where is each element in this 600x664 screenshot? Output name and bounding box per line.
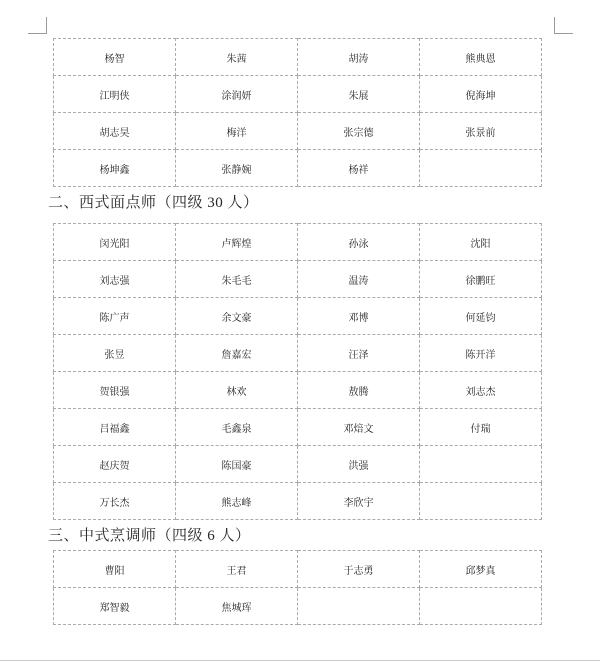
name-cell: 张景前 [420,113,542,150]
name-cell: 詹嘉宏 [176,335,298,372]
name-cell: 邱梦真 [420,551,542,588]
name-cell: 梅洋 [176,113,298,150]
name-cell: 胡志昊 [54,113,176,150]
name-cell: 倪海坤 [420,76,542,113]
name-cell: 陈广声 [54,298,176,335]
name-cell: 温涛 [298,261,420,298]
name-cell: 焦城珲 [176,588,298,625]
name-cell: 涂润妍 [176,76,298,113]
name-cell: 李欣宇 [298,483,420,520]
name-cell: 何延钧 [420,298,542,335]
table-row [54,551,542,588]
name-cell: 余文豪 [176,298,298,335]
name-cell: 敖腾 [298,372,420,409]
name-cell: 贺银强 [54,372,176,409]
name-cell: 朱茜 [176,39,298,76]
name-cell: 陈国豪 [176,446,298,483]
name-cell: 吕福鑫 [54,409,176,446]
empty-cell [420,483,542,520]
name-cell: 洪强 [298,446,420,483]
name-cell: 赵庆贺 [54,446,176,483]
name-cell: 朱毛毛 [176,261,298,298]
name-cell: 陈开洋 [420,335,542,372]
name-cell: 熊志峰 [176,483,298,520]
chinese-cuisine-roster-table [53,550,542,625]
page-bottom-edge [0,660,600,661]
name-cell: 张宗德 [298,113,420,150]
table-row [54,372,542,409]
name-cell: 万长杰 [54,483,176,520]
name-cell: 张静婉 [176,150,298,187]
name-cell: 林欢 [176,372,298,409]
name-cell: 刘志杰 [420,372,542,409]
name-cell: 熊典恩 [420,39,542,76]
name-cell: 杨坤鑫 [54,150,176,187]
name-cell: 徐鹏旺 [420,261,542,298]
name-cell: 江明侠 [54,76,176,113]
table-row [54,298,542,335]
section-heading: 三、中式烹调师（四级 6 人） [48,528,251,544]
table-row [54,588,542,625]
name-cell: 孙泳 [298,224,420,261]
name-cell: 闵光阳 [54,224,176,261]
table-row [54,150,542,187]
table-row [54,39,542,76]
table-row [54,483,542,520]
name-cell: 汪泽 [298,335,420,372]
name-cell: 王君 [176,551,298,588]
western-pastry-roster-table [53,223,542,520]
name-cell: 毛鑫泉 [176,409,298,446]
table-row [54,224,542,261]
name-cell: 曹阳 [54,551,176,588]
table-row [54,113,542,150]
section-heading: 二、西式面点师（四级 30 人） [48,195,259,211]
table-row [54,409,542,446]
empty-cell [420,588,542,625]
table-row [54,76,542,113]
roster-table-continued [53,38,542,187]
name-cell: 沈阳 [420,224,542,261]
name-cell: 刘志强 [54,261,176,298]
name-cell: 胡涛 [298,39,420,76]
name-cell: 邓博 [298,298,420,335]
name-cell: 杨智 [54,39,176,76]
empty-cell [420,150,542,187]
name-cell: 邓焙文 [298,409,420,446]
table-row [54,446,542,483]
empty-cell [420,446,542,483]
name-cell: 朱展 [298,76,420,113]
name-cell: 于志勇 [298,551,420,588]
table-row [54,261,542,298]
empty-cell [298,588,420,625]
table-row [54,335,542,372]
name-cell: 卢辉煌 [176,224,298,261]
name-cell: 杨祥 [298,150,420,187]
name-cell: 张昱 [54,335,176,372]
name-cell: 郑智毅 [54,588,176,625]
name-cell: 付瑞 [420,409,542,446]
